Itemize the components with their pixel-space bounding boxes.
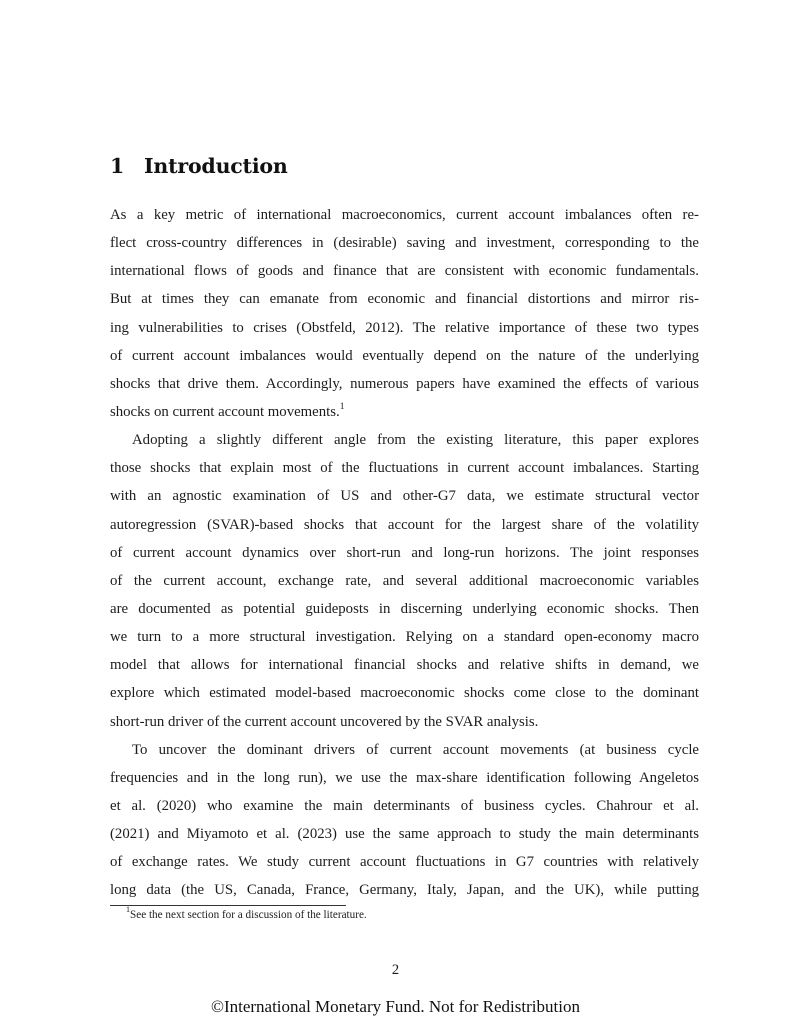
text-line: short-run driver of the current account uncovered by the SVAR analysis. [110,713,539,730]
text-line: of the current account, exchange rate, and several additional macroeconomic variables [110,572,699,589]
text-line: Adopting a slightly different angle from the existing literature, this paper explores [132,432,699,449]
body-text [110,201,699,905]
footnote-marker[interactable]: 1 [339,402,345,413]
text-line: (2021) and Miyamoto et al. (2023) use the same approach to study the main determinants [110,826,699,843]
footnote-text: See the next section for a discussion of the literature. [130,909,367,921]
section-heading [110,154,288,178]
text-line: As a key metric of international macroeconomics, current account imbalances often re- [110,207,699,223]
text-line: frequencies and in the long run), we use the max-share identification following Angeletos [110,769,699,786]
paragraph [110,426,699,736]
text-line: model that allows for international financial shocks and relative shifts in demand, we [110,657,699,674]
text-line: international flows of goods and finance that are consistent with economic fundamentals. [110,263,699,280]
footnote [110,905,706,921]
text-line: are documented as potential guideposts in discerning underlying economic shocks. Then [110,600,699,617]
paragraph [110,736,699,905]
text-line: with an agnostic examination of US and other-G7 data, we estimate structural vector [110,488,699,505]
text-line: et al. (2020) who examine the main determinants of business cycles. Chahrour et al. [110,797,699,814]
text-line: autoregression (SVAR)-based shocks that account for the largest share of the volatility [110,516,699,533]
text-line: long data (the US, Canada, France, Germany, Italy, Japan, and the UK), while putting [110,882,699,899]
text-line: of exchange rates. We study current account fluctuations in G7 countries with relatively [110,854,699,871]
text-line: flect cross-country differences in (desirable) saving and investment, corresponding to the [110,235,699,252]
text-line: To uncover the dominant drivers of current account movements (at business cycle [132,741,699,758]
text-line: shocks that drive them. Accordingly, numerous papers have examined the effects of various [110,375,699,392]
section-title: Introduction [144,154,288,178]
section-number: 1 [110,154,125,178]
footnote-number: 1 [126,905,130,915]
text-line: ing vulnerabilities to crises (Obstfeld, 2012). The relative importance of these two types [110,319,699,336]
copyright-watermark: ©International Monetary Fund. Not for Redistribution [211,997,580,1016]
text-line: of current account dynamics over short-run and long-run horizons. The joint responses [110,544,699,561]
text-line: of current account imbalances would eventually depend on the nature of the underlying [110,347,699,364]
text-line: explore which estimated model-based macroeconomic shocks come close to the dominant [110,685,699,702]
text-line: those shocks that explain most of the fluctuations in current account imbalances. Starting [110,460,699,477]
paragraph [110,201,699,426]
text-line: we turn to a more structural investigation. Relying on a standard open-economy macro [110,629,699,646]
page-number: 2 [391,962,400,978]
text-line: But at times they can emanate from economic and financial distortions and mirror ris- [110,291,699,308]
footnote-rule [110,905,346,906]
text-line: shocks on current account movements. [110,403,340,420]
text-line-last [110,398,699,426]
